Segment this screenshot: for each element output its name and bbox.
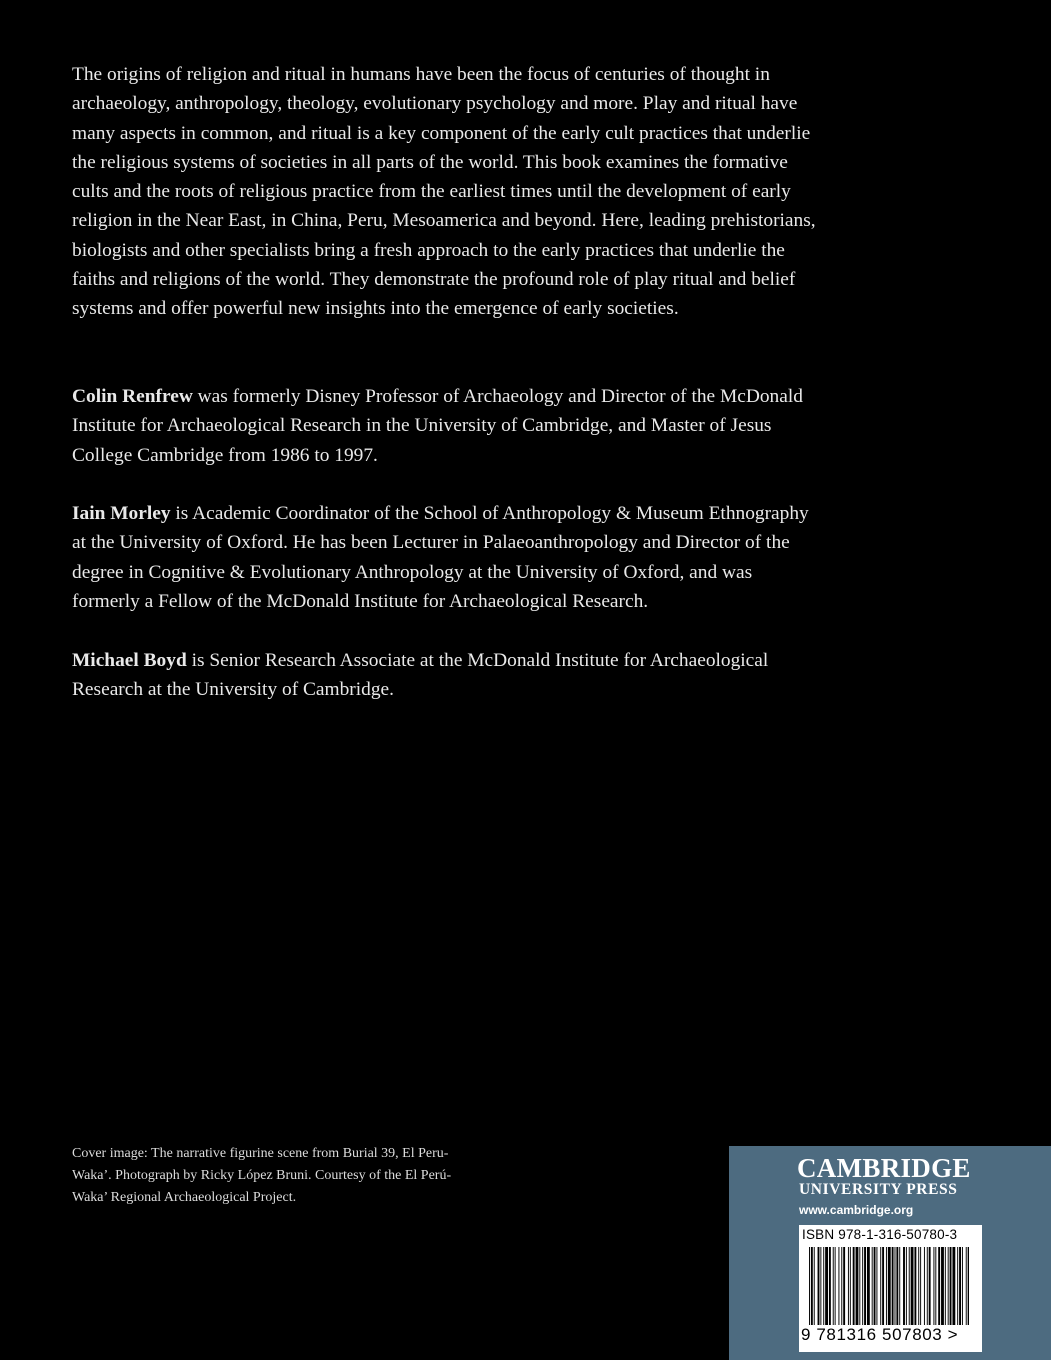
barcode-bar (962, 1247, 963, 1325)
barcode-bar (818, 1247, 820, 1325)
barcode-bar (833, 1247, 834, 1325)
barcode-bar (918, 1247, 919, 1325)
barcode-bar (829, 1247, 831, 1325)
barcode-bar (848, 1247, 849, 1325)
publisher-logo-press: UNIVERSITY PRESS (799, 1181, 958, 1198)
author-bio-boyd (72, 646, 822, 705)
author-name: Iain Morley (72, 503, 171, 524)
barcode-bar (906, 1247, 907, 1325)
isbn-label: ISBN 978-1-316-50780-3 (802, 1227, 958, 1242)
barcode-bar (911, 1247, 914, 1325)
barcode-bar (862, 1247, 863, 1325)
barcode-bar (859, 1247, 860, 1325)
barcode-bar (895, 1247, 896, 1325)
barcode-bar (811, 1247, 813, 1325)
cover-image-credit: Cover image: The narrative figurine scene from Burial 39, El Peru-Waka’. Photograph by Ricky López Bruni. Courtesy of the El Perú-Waka’ Regional Archaeological Project. (72, 1146, 452, 1206)
barcode-bar (896, 1247, 898, 1325)
barcode-bar (952, 1247, 955, 1325)
barcode-bar (886, 1247, 887, 1325)
author-bio-text: is Senior Research Associate at the McDonald Institute for Archaeological Research at the University of Cambridge. (72, 650, 769, 701)
author-bio-text: is Academic Coordinator of the School of Anthropology & Museum Ethnography at the University of Oxford. He has been Lecturer in Palaeoanthropology and Director of the degree in Cognitive & Evolutionary Anthropology at the University of Oxford, and was formerly a Fellow of the McDonald Institute for Archaeological Research. (72, 503, 809, 612)
author-bio-renfrew (72, 382, 822, 470)
isbn-barcode (799, 1225, 982, 1352)
author-bio-text: was formerly Disney Professor of Archaeology and Director of the McDonald Institute for Archaeological Research in the University of Cambridge, and Master of Jesus College Cambridge from 1986 to 1997. (72, 386, 803, 466)
barcode-bar (853, 1247, 855, 1325)
barcode-bar (933, 1247, 934, 1325)
barcode-bar (825, 1247, 828, 1325)
barcode-bar (850, 1247, 851, 1325)
barcode-bar (867, 1247, 870, 1325)
publisher-panel (729, 1146, 1051, 1360)
barcode-bar (903, 1247, 905, 1325)
barcode-bar (820, 1247, 821, 1325)
barcode-bar (948, 1247, 949, 1325)
barcode-bar (945, 1247, 946, 1325)
barcode-bar (927, 1247, 928, 1325)
barcode-bar (814, 1247, 815, 1325)
publisher-logo-name: CAMBRIDGE (797, 1153, 971, 1183)
author-name: Michael Boyd (72, 650, 187, 671)
barcode-bar (950, 1247, 952, 1325)
barcode-bar (941, 1247, 944, 1325)
barcode-bar (838, 1247, 839, 1325)
barcode-bar (924, 1247, 925, 1325)
barcode-bar (920, 1247, 921, 1325)
barcode-bar (835, 1247, 836, 1325)
barcode-bar (929, 1247, 931, 1325)
barcode-bar (959, 1247, 961, 1325)
barcode-bar (809, 1247, 810, 1325)
barcode-bar (892, 1247, 894, 1325)
barcode-bar (872, 1247, 873, 1325)
author-name: Colin Renfrew (72, 386, 193, 407)
barcode-bar (880, 1247, 881, 1325)
barcode-bar (899, 1247, 900, 1325)
author-bio-morley (72, 499, 822, 616)
barcode-bar (843, 1247, 845, 1325)
publisher-url: www.cambridge.org (799, 1203, 914, 1217)
barcode-bar (935, 1247, 936, 1325)
barcode-bar (909, 1247, 910, 1325)
book-description: The origins of religion and ritual in humans have been the focus of centuries of thought in archaeology, anthropology, theology, evolutionary psychology and more. Play and ritual have many aspects in common, and ritual is a key component of the early cult practices that underlie the religious systems of societies in all parts of the world. This book examines the formative cults and the roots of religious practice from the earliest times until the development of early religion in the Near East, in China, Peru, Mesoamerica and beyond. Here, leading prehistorians, biologists and other specialists bring a fresh approach to the early practices that underlie the faiths and religions of the world. They demonstrate the profound role of play ritual and belief systems and offer powerful new insights into the emergence of early societies. (72, 64, 816, 320)
barcode-bar (968, 1247, 969, 1325)
barcode-bar (823, 1247, 824, 1325)
barcode-bar (876, 1247, 877, 1325)
barcode-digits: 9 781316 507803 > (801, 1325, 959, 1344)
barcode-bar (841, 1247, 842, 1325)
barcode-bar (888, 1247, 891, 1325)
barcode-bar (957, 1247, 958, 1325)
barcode-bar (938, 1247, 940, 1325)
barcode-bar (856, 1247, 859, 1325)
barcode-bar (882, 1247, 884, 1325)
barcode-bar (864, 1247, 866, 1325)
barcode-icon (809, 1247, 969, 1325)
barcode-bar (914, 1247, 916, 1325)
barcode-bar (874, 1247, 876, 1325)
barcode-bar (966, 1247, 967, 1325)
